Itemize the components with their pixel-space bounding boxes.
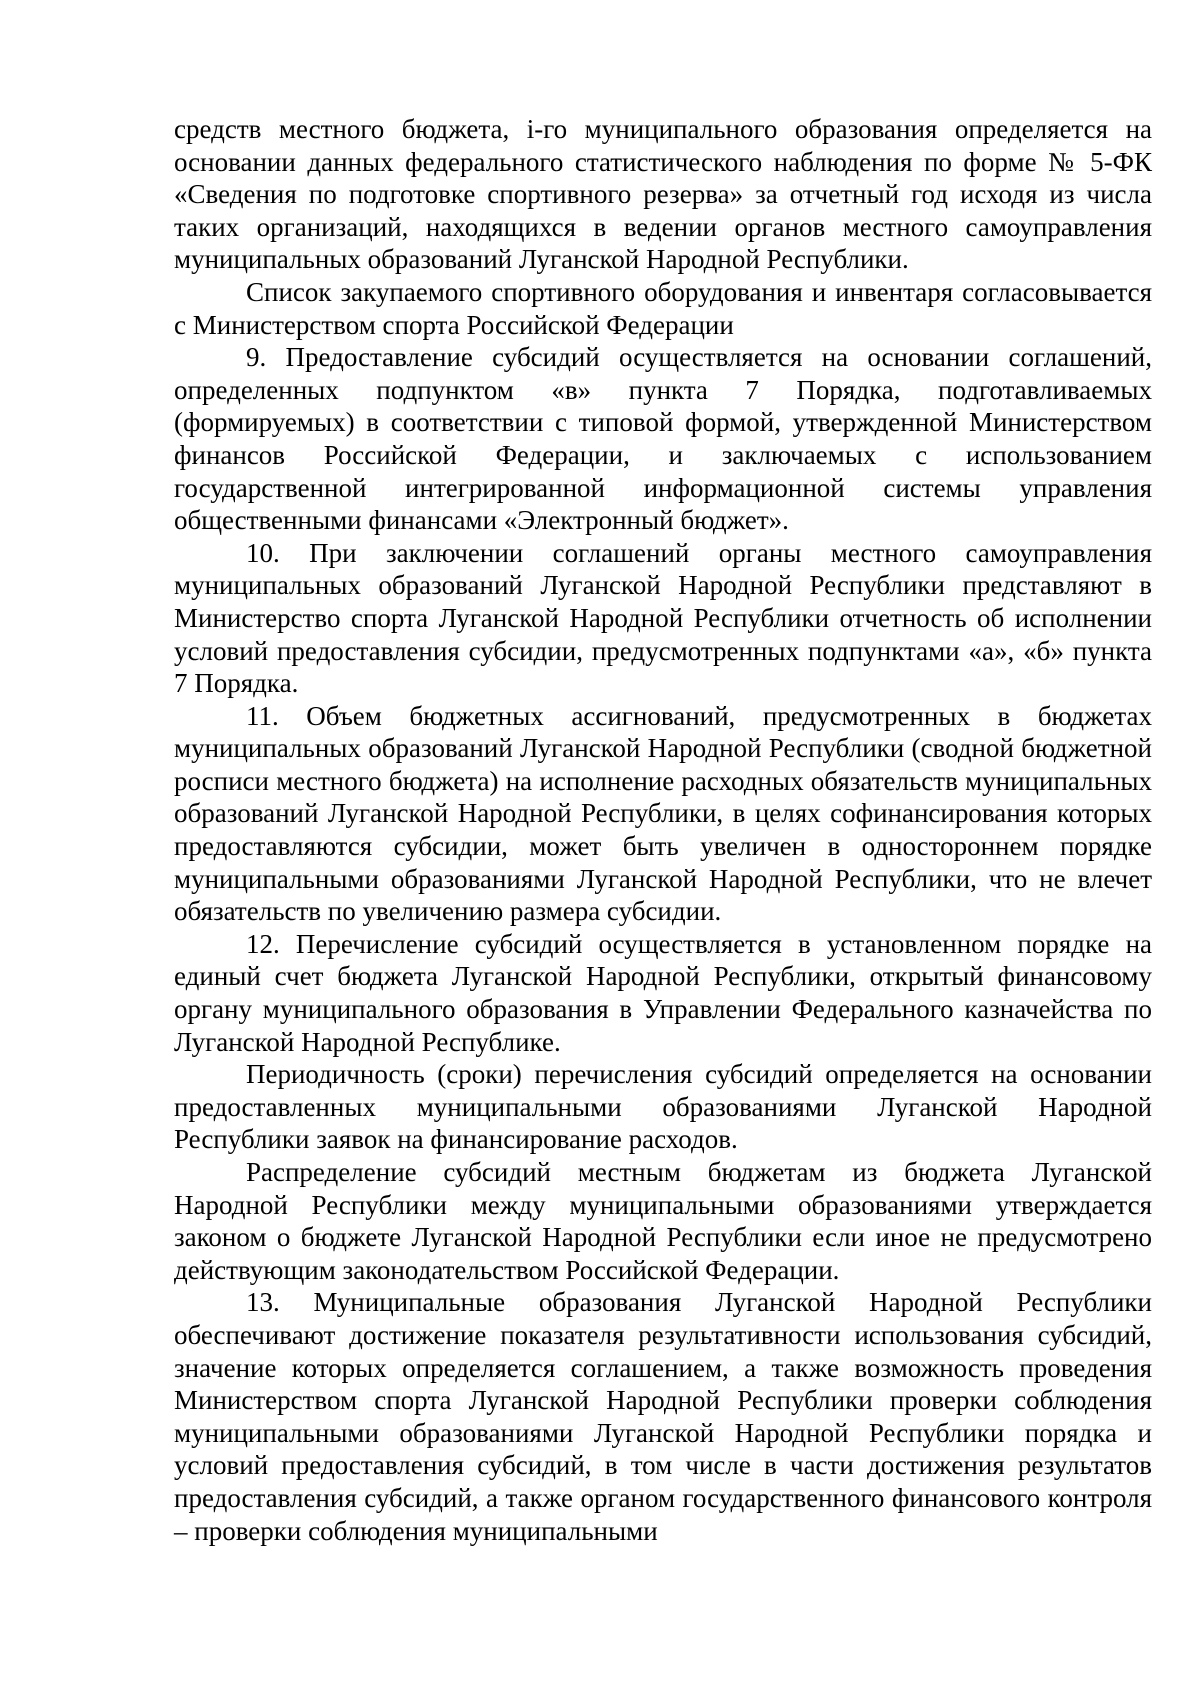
paragraph-periodicity: Периодичность (сроки) перечисления субсидий определяется на основании предоставленных муниципальными образованиями Луганской Народной Республики заявок на финансирование расходов. [174,1059,1152,1155]
paragraph-distribution: Распределение субсидий местным бюджетам из бюджета Луганской Народной Республики между муниципальными образованиями утверждается законом о бюджете Луганской Народной Республики если иное не предусмотрено действующим законодательством Российской Федерации. [174,1157,1152,1285]
paragraph-item-11: 11. Объем бюджетных ассигнований, предусмотренных в бюджетах муниципальных образований Луганской Народной Республики (сводной бюджетной росписи местного бюджета) на исполнение расходных обязательств муниципальных образований Луганской Народной Республики, в целях софинансирования которых предоставляются субсидии, может быть увеличен в одностороннем порядке муниципальными образованиями Луганской Народной Республики, что не влечет обязательств по увеличению размера субсидии. [174,700,1152,927]
document-page [174,113,1152,1547]
paragraph-item-12: 12. Перечисление субсидий осуществляется в установленном порядке на единый счет бюджета Луганской Народной Республики, открытый финансовому органу муниципального образования в Управлении Федерального казначейства по Луганской Народной Республике. [174,928,1152,1057]
paragraph-item-13: 13. Муниципальные образования Луганской Народной Республики обеспечивают достижение показателя результативности использования субсидий, значение которых определяется соглашением, а также возможность проведения Министерством спорта Луганской Народной Республики проверки соблюдения муниципальными образованиями Луганской Народной Республики порядка и условий предоставления субсидий, в том числе в части достижения результатов предоставления субсидий, а также органом государственного финансового контроля – проверки соблюдения муниципальными [174,1287,1152,1546]
paragraph-item-9: 9. Предоставление субсидий осуществляется на основании соглашений, определенных подпунктом «в» пункта 7 Порядка, подготавливаемых (формируемых) в соответствии с типовой формой, утвержденной Министерством финансов Российской Федерации, и заключаемых с использованием государственной интегрированной информационной системы управления общественными финансами «Электронный бюджет». [174,342,1152,536]
paragraph-equipment-list: Список закупаемого спортивного оборудования и инвентаря согласовывается с Министерством спорта Российской Федерации [174,276,1152,340]
paragraph-continuation: средств местного бюджета, i-го муниципального образования определяется на основании данных федерального статистического наблюдения по форме № 5-ФК «Сведения по подготовке спортивного резерва» за отчетный год исходя из числа таких организаций, находящихся в ведении органов местного самоуправления муниципальных образований Луганской Народной Республики. [174,114,1152,275]
paragraph-item-10: 10. При заключении соглашений органы местного самоуправления муниципальных образований Луганской Народной Республики представляют в Министерство спорта Луганской Народной Республики отчетность об исполнении условий предоставления субсидии, предусмотренных подпунктами «а», «б» пункта 7 Порядка. [174,537,1152,699]
